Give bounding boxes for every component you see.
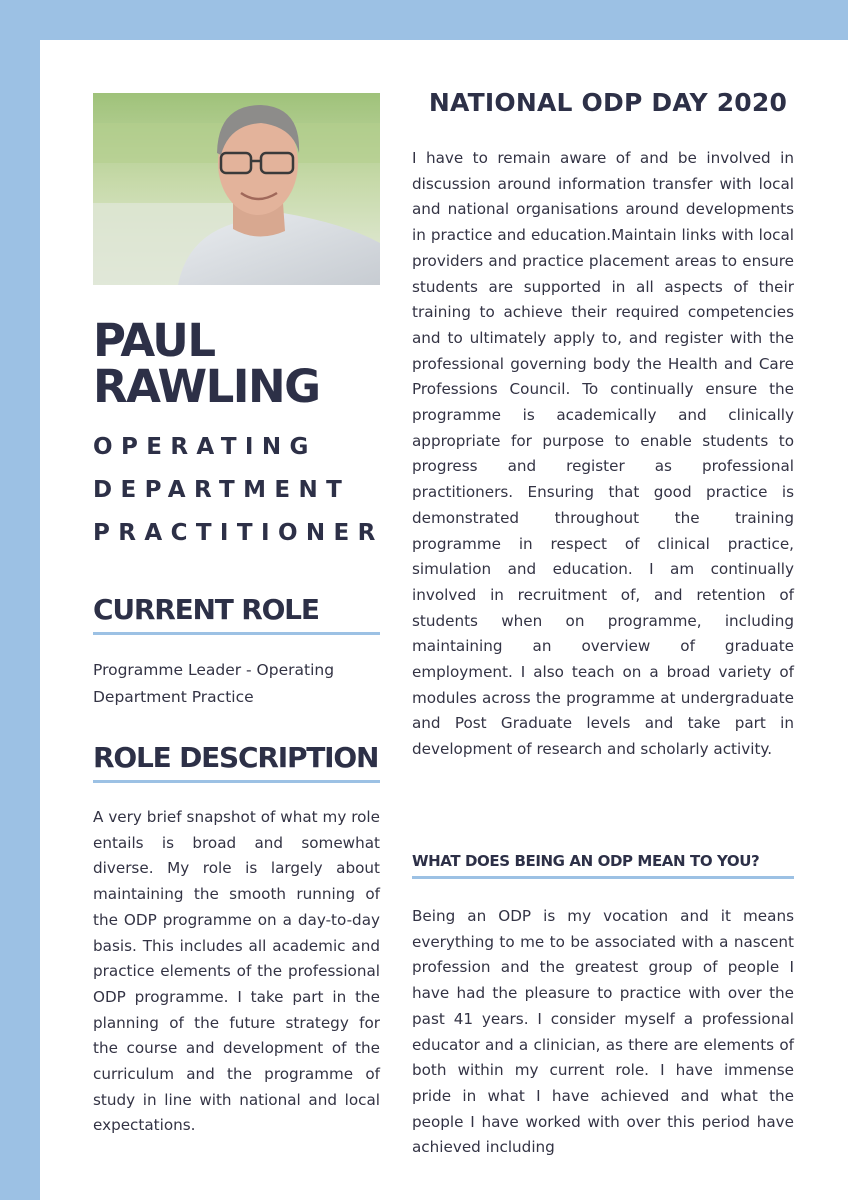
- job-title-line-3: PRACTITIONER: [93, 520, 384, 546]
- person-name-first: PAUL: [93, 314, 215, 367]
- role-description-text: A very brief snapshot of what my role entails is broad and somewhat diverse. My role is largely about maintaining the smooth running of the ODP programme on a day-to-day basis. This includes all academic and practice elements of the professional ODP programme. I take part in the planning of the future strategy for the course and development of the curriculum and the programme of study in line with national and local expectations.: [93, 808, 380, 1135]
- job-title-line-1: OPERATING: [93, 434, 317, 460]
- portrait-photo: [93, 93, 380, 285]
- person-name: [93, 314, 393, 413]
- current-role-heading: CURRENT ROLE: [93, 593, 380, 635]
- role-description-heading: ROLE DESCRIPTION: [93, 741, 380, 783]
- answer-text: Being an ODP is my vocation and it means everything to me to be associated with a nascent profession and the greatest group of people I have had the pleasure to practice with over the past 41 years. I consider myself a professional educator and a clinician, as there are elements of both within my current role. I have immense pride in what I have achieved and what the people I have worked with over this period have achieved including: [412, 907, 794, 1157]
- main-paragraph: I have to remain aware of and be involved in discussion around information transfer with local and national organisations around developments in practice and education.Maintain links with local providers and practice placement areas to ensure students are supported in all aspects of their training to achieve their required competencies and to ultimately apply to, and register with the professional governing body the Health and Care Professions Council. To continually ensure the programme is academically and clinically appropriate for purpose to enable students to progress and register as professional practitioners. Ensuring that good practice is demonstrated throughout the training programme in respect of clinical practice, simulation and education. I am continually involved in recruitment of, and retention of students when on programme, including maintaining an overview of graduate employment. I also teach on a broad variety of modules across the programme at undergraduate and Post Graduate levels and take part in development of research and scholarly activity.: [412, 149, 794, 759]
- question-heading: WHAT DOES BEING AN ODP MEAN TO YOU?: [412, 852, 794, 879]
- job-title-line-2: DEPARTMENT: [93, 477, 351, 503]
- main-title: NATIONAL ODP DAY 2020: [428, 88, 788, 117]
- document-page: [40, 40, 848, 1200]
- current-role-value: Programme Leader - Operating Department Practice: [93, 661, 335, 706]
- person-name-last: RAWLING: [93, 360, 320, 413]
- job-title: [93, 426, 393, 555]
